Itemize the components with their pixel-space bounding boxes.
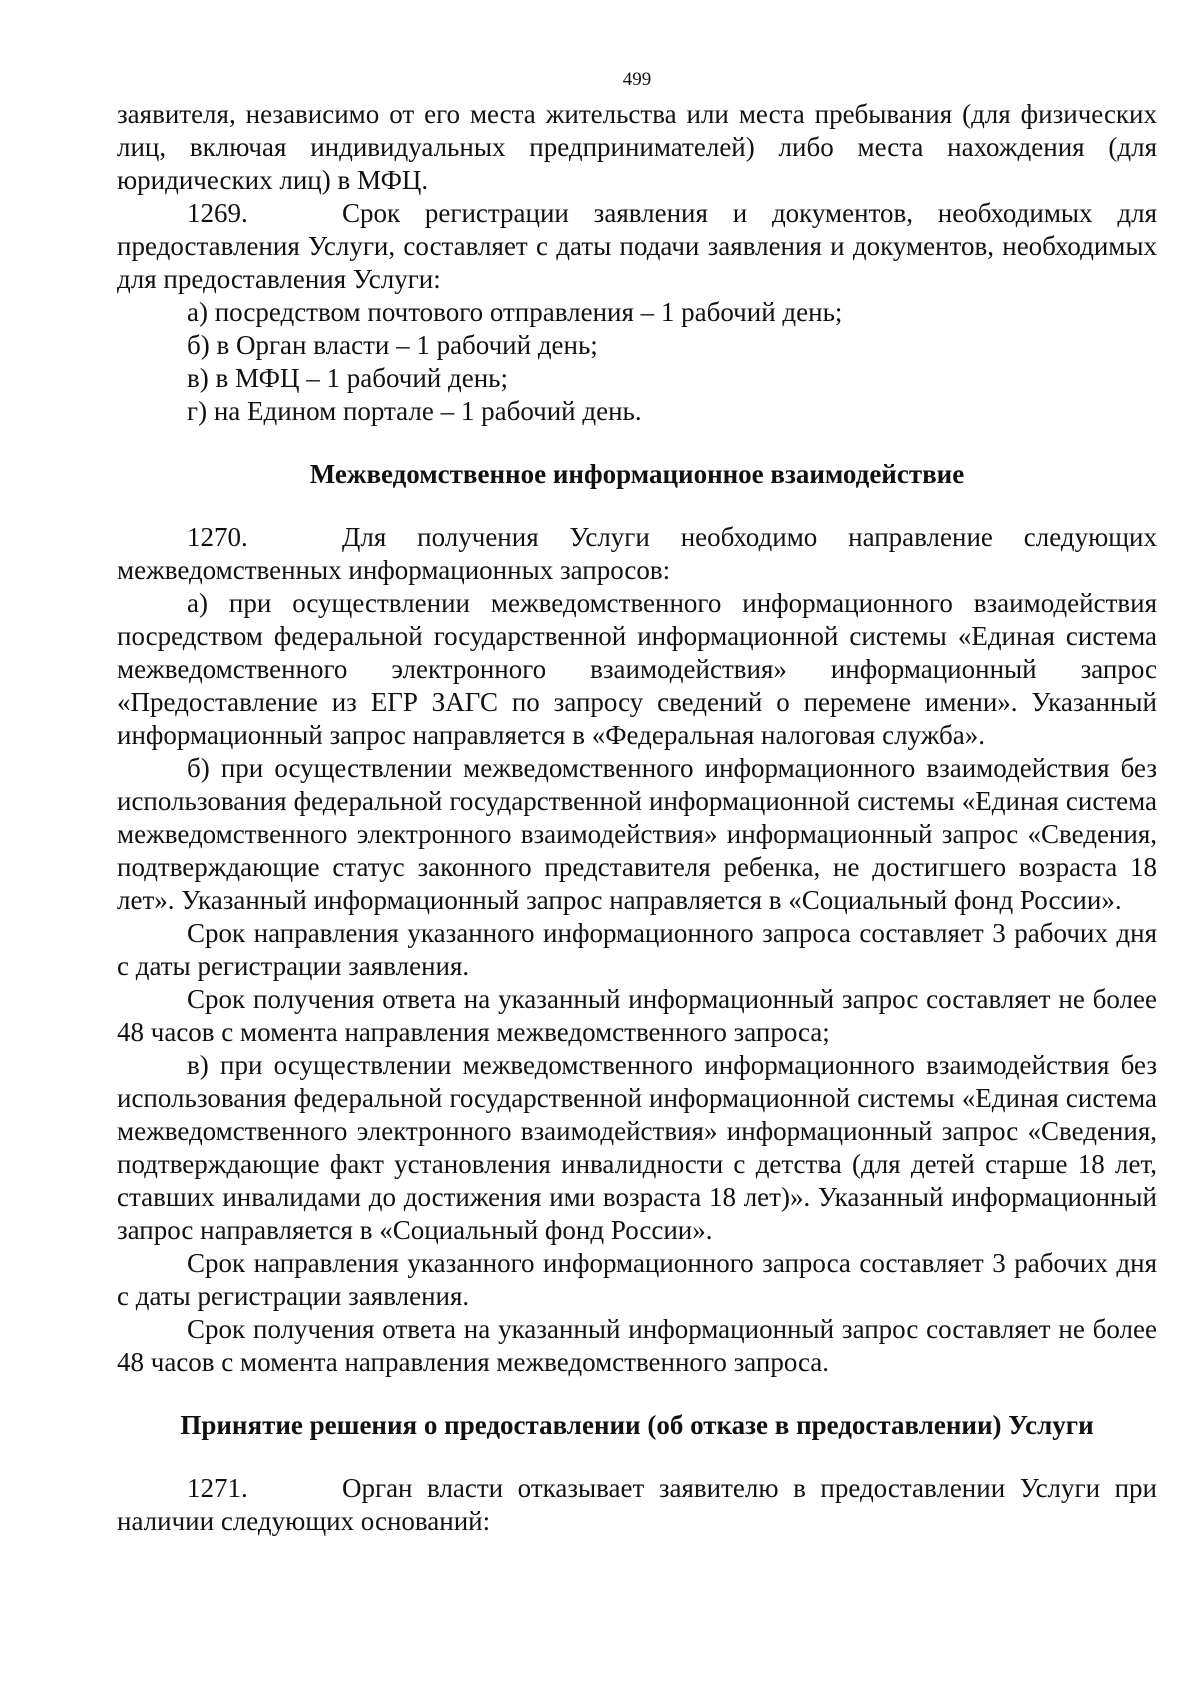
item-1270-paragraph — [117, 521, 1157, 587]
interagency-deadline-reply-2: Срок получения ответа на указанный информационный запрос составляет не более 48 часов с момента направления межведомственного запроса. — [117, 1314, 1157, 1377]
item-1269-text: Срок регистрации заявления и документов, необходимых для предоставления Услуги, составляет с даты подачи заявления и документов, необходимых для предоставления Услуги: — [117, 198, 1157, 294]
interagency-paragraph-a: а) при осуществлении межведомственного информационного взаимодействия посредством федеральной государственной информационной системы «Единая система межведомственного электронного взаимодействия» информационный запрос «Предоставление из ЕГР ЗАГС по запросу сведений о перемене имени». Указанный информационный запрос направляется в «Федеральная налоговая служба». — [117, 588, 1157, 750]
item-1270-text: Для получения Услуги необходимо направление следующих межведомственных информационных запросов: — [117, 522, 1157, 585]
item-1269-paragraph — [117, 197, 1157, 296]
interagency-deadline-reply-1: Срок получения ответа на указанный информационный запрос составляет не более 48 часов с момента направления межведомственного запроса; — [117, 984, 1157, 1047]
item-1270-number: 1270. — [187, 522, 248, 552]
item-1271-number: 1271. — [187, 1473, 248, 1503]
interagency-paragraph-b: б) при осуществлении межведомственного информационного взаимодействия без использования федеральной государственной информационной системы «Единая система межведомственного электронного взаимодействия» информационный запрос «Сведения, подтверждающие статус законного представителя ребенка, не достигшего возраста 18 лет». Указанный информационный запрос направляется в «Социальный фонд России». — [117, 753, 1157, 915]
item-1269-number: 1269. — [187, 198, 248, 228]
interagency-deadline-send-2: Срок направления указанного информационного запроса составляет 3 рабочих дня с даты регистрации заявления. — [117, 1248, 1157, 1311]
item-1269-subitem-b: б) в Орган власти – 1 рабочий день; — [187, 330, 598, 360]
document-page — [117, 68, 1157, 1538]
item-1271-paragraph — [117, 1472, 1157, 1538]
interagency-deadline-send-1: Срок направления указанного информационного запроса составляет 3 рабочих дня с даты регистрации заявления. — [117, 918, 1157, 981]
item-1269-subitem-g: г) на Едином портале – 1 рабочий день. — [187, 396, 642, 426]
intro-continuation-paragraph: заявителя, независимо от его места жительства или места пребывания (для физических лиц, включая индивидуальных предпринимателей) либо места нахождения (для юридических лиц) в МФЦ. — [117, 99, 1157, 195]
item-1269-subitem-a: а) посредством почтового отправления – 1 рабочий день; — [187, 297, 843, 327]
page-number: 499 — [622, 69, 652, 90]
item-1271-text: Орган власти отказывает заявителю в предоставлении Услуги при наличии следующих оснований: — [117, 1473, 1157, 1536]
section-heading-decision: Принятие решения о предоставлении (об отказе в предоставлении) Услуги — [180, 1410, 1094, 1440]
item-1269-subitem-v: в) в МФЦ – 1 рабочий день; — [187, 363, 508, 393]
interagency-paragraph-v: в) при осуществлении межведомственного информационного взаимодействия без использования федеральной государственной информационной системы «Единая система межведомственного электронного взаимодействия» информационный запрос «Сведения, подтверждающие факт установления инвалидности с детства (для детей старше 18 лет, ставших инвалидами до достижения ими возраста 18 лет)». Указанный информационный запрос направляется в «Социальный фонд России». — [117, 1050, 1157, 1245]
section-heading-interagency: Межведомственное информационное взаимодействие — [309, 459, 965, 489]
